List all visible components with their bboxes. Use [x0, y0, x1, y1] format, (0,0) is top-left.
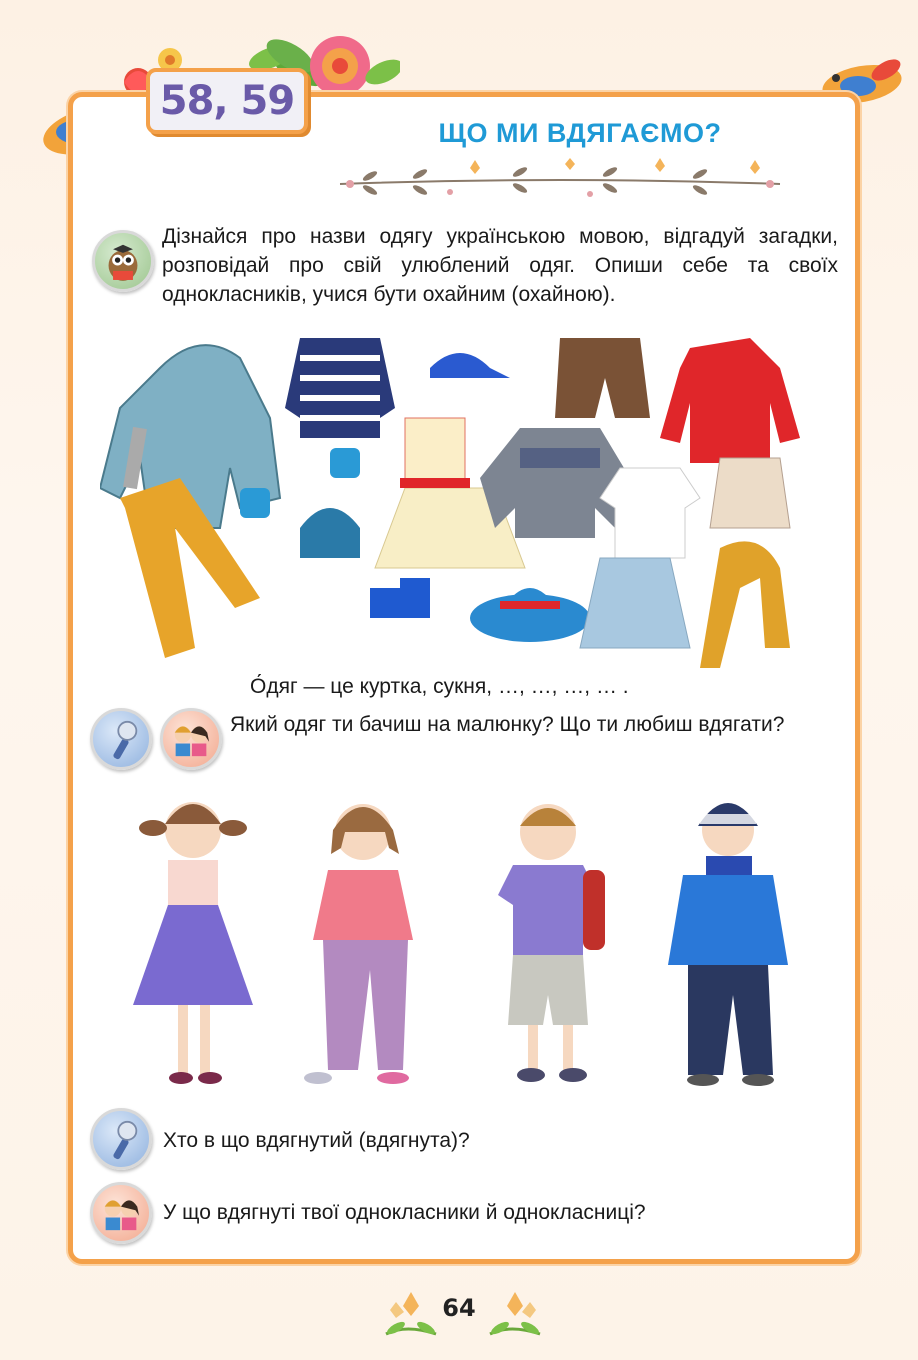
- girl-in-purple-skirt-image: [133, 802, 253, 1084]
- skirt-image: [580, 558, 690, 648]
- page-number: 64: [442, 1294, 476, 1322]
- lesson-number-badge: 58, 59: [146, 68, 308, 134]
- question-what-clothes: Який одяг ти бачиш на малюнку? Що ти любиш вдягати?: [230, 713, 785, 736]
- children-illustration: [118, 790, 818, 1100]
- children-icon: [160, 708, 222, 770]
- scarf-image: [700, 541, 790, 668]
- children-icon: [90, 1182, 152, 1244]
- footer-flower-right-decoration: [480, 1284, 550, 1344]
- owl-book-icon: [92, 230, 154, 292]
- floral-ornament-divider: [330, 158, 790, 202]
- intro-text: Дізнайся про назви одягу українською мовою, відгадуй загадки, розповідай про свій улюблений одяг. Опиши себе та своїх однокласників, учися бути охайним (охайною).: [162, 225, 838, 306]
- page-title: ЩО МИ ВДЯГАЄМО?: [438, 118, 722, 148]
- winter-hat-image: [300, 508, 360, 558]
- cap-image: [430, 353, 510, 378]
- vest-image: [710, 458, 790, 528]
- clothes-caption: О́дяг — це куртка, сукня, …, …, …, … .: [250, 675, 629, 698]
- boy-in-shorts-image: [498, 804, 605, 1082]
- red-jacket-image: [660, 338, 800, 463]
- striped-sweater-image: [285, 338, 395, 438]
- shorts-image: [555, 338, 650, 418]
- sun-hat-image: [470, 588, 590, 642]
- clothes-illustration: [100, 318, 820, 668]
- boy-in-winter-jacket-image: [668, 803, 788, 1086]
- embroidered-blouse-image: [600, 468, 700, 558]
- socks-image: [370, 578, 430, 618]
- girl-in-pink-jacket-image: [304, 804, 413, 1084]
- microphone-icon: [90, 708, 152, 770]
- microphone-icon: [90, 1108, 152, 1170]
- question-classmates-clothes: У що вдягнуті твої однокласники й однокласниці?: [163, 1201, 646, 1224]
- gloves-image: [240, 488, 270, 518]
- question-who-wears-what: Хто в що вдягнутий (вдягнута)?: [163, 1129, 470, 1152]
